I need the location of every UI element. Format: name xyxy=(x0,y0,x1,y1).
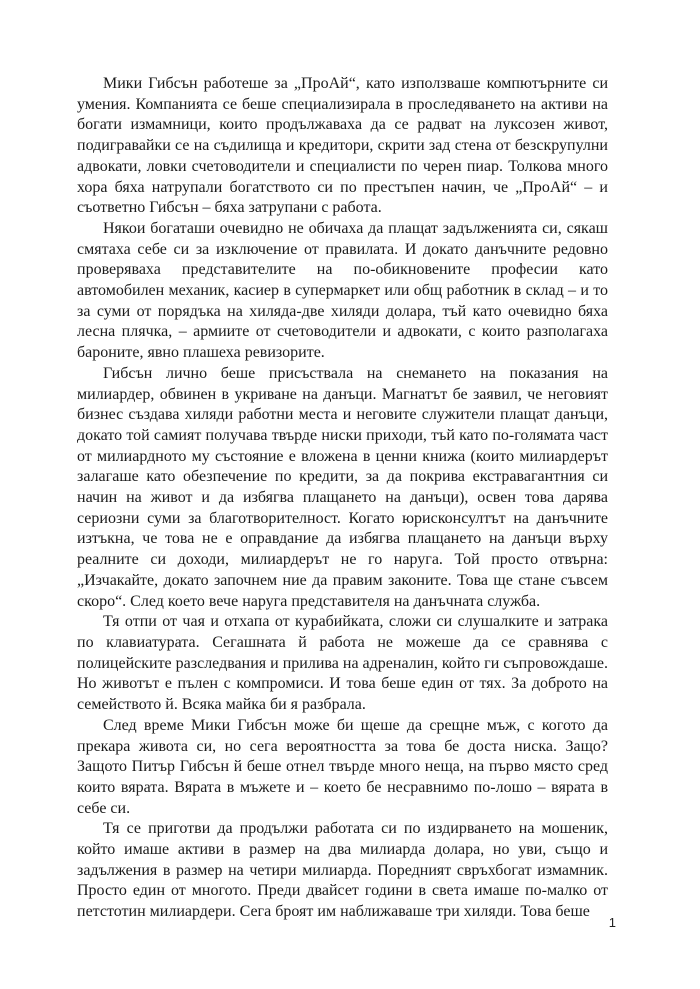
paragraph-3: Гибсън лично беше присъствала на снемането на показания на милиардер, обвинен в укриване на данъци. Магнатът бе заявил, че неговият бизнес създава хиляди работни места и неговите служители плащат данъци, докато той самият получава твърде ниски приходи, тъй като по-голямата част от милиардното му състояние е вложена в ценни книжа (които милиардерът залагаше като обезпечение по кредити, за да покрива екстравагантния си начин на живот и да избягва плащането на данъци), освен това дарява сериозни суми за благотворителност. Когато юрисконсултът на данъчните изтъкна, че това не е оправдание да избягва плащането на данъци върху реалните си доходи, милиардерът не го наруга. Той просто отвърна: „Изчакайте, докато започнем ние да правим законите. Това ще стане съвсем скоро“. След което вече наруга представителя на данъчната служба. xyxy=(77,364,608,610)
paragraph-6: Тя се приготви да продължи работата си по издирването на мошеник, който имаше активи в размер на два милиарда долара, но уви, също и задължения в размер на четири милиарда. Поредният свръхбогат измамник. Просто един от многото. Преди двайсет години в света имаше по-малко от петстотин милиардери. Сега броят им наближаваше три хиляди. Това беше xyxy=(77,820,608,921)
page-number: 1 xyxy=(608,915,616,930)
paragraph-1: Мики Гибсън работеше за „ПроАй“, като използваше компютърните си умения. Компанията се беше специализирала в проследяването на активи на богати измамници, които продължаваха да се радват на луксозен живот, подигравайки се на съдилища и кредитори, скрити зад стена от безскрупулни адвокати, ловки счетоводители и специалисти по черен пиар. Толкова много хора бяха натрупали богатството си по престъпен начин, че „ПроАй“ – и съответно Гибсън – бяха затрупани с работа. xyxy=(77,75,608,217)
paragraph-4: Тя отпи от чая и отхапа от курабийката, сложи си слушалките и затрака по клавиатурата. Сегашната й работа не можеше да се сравнява с полицейските разследвания и прилива на адреналин, който ги съпровождаше. Но животът е пълен с компромиси. И това беше един от тях. За доброто на семейството й. Всяка майка би я разбрала. xyxy=(77,613,608,714)
paragraph-2: Някои богаташи очевидно не обичаха да плащат задълженията си, сякаш смятаха себе си за изключение от правилата. И докато данъчните редовно проверяваха представителите на по-обикновените професии като автомобилен механик, касиер в супермаркет или общ работник в склад – и то за суми от порядъка на хиляда-две хиляди долара, тъй като очевидно бяха лесна плячка, – армиите от счетоводители и адвокати, с които разполагаха бароните, явно плашеха ревизорите. xyxy=(77,219,608,362)
paragraph-5: След време Мики Гибсън може би щеше да срещне мъж, с когото да прекара живота си, но сега вероятността за това бе доста ниска. Защо? Защото Питър Гибсън й беше отнел твърде много неща, на първо място сред които вярата. Вярата в мъжете и – което бе несравнимо по-лошо – вярата в себе си. xyxy=(77,716,608,817)
body-text xyxy=(77,74,608,923)
